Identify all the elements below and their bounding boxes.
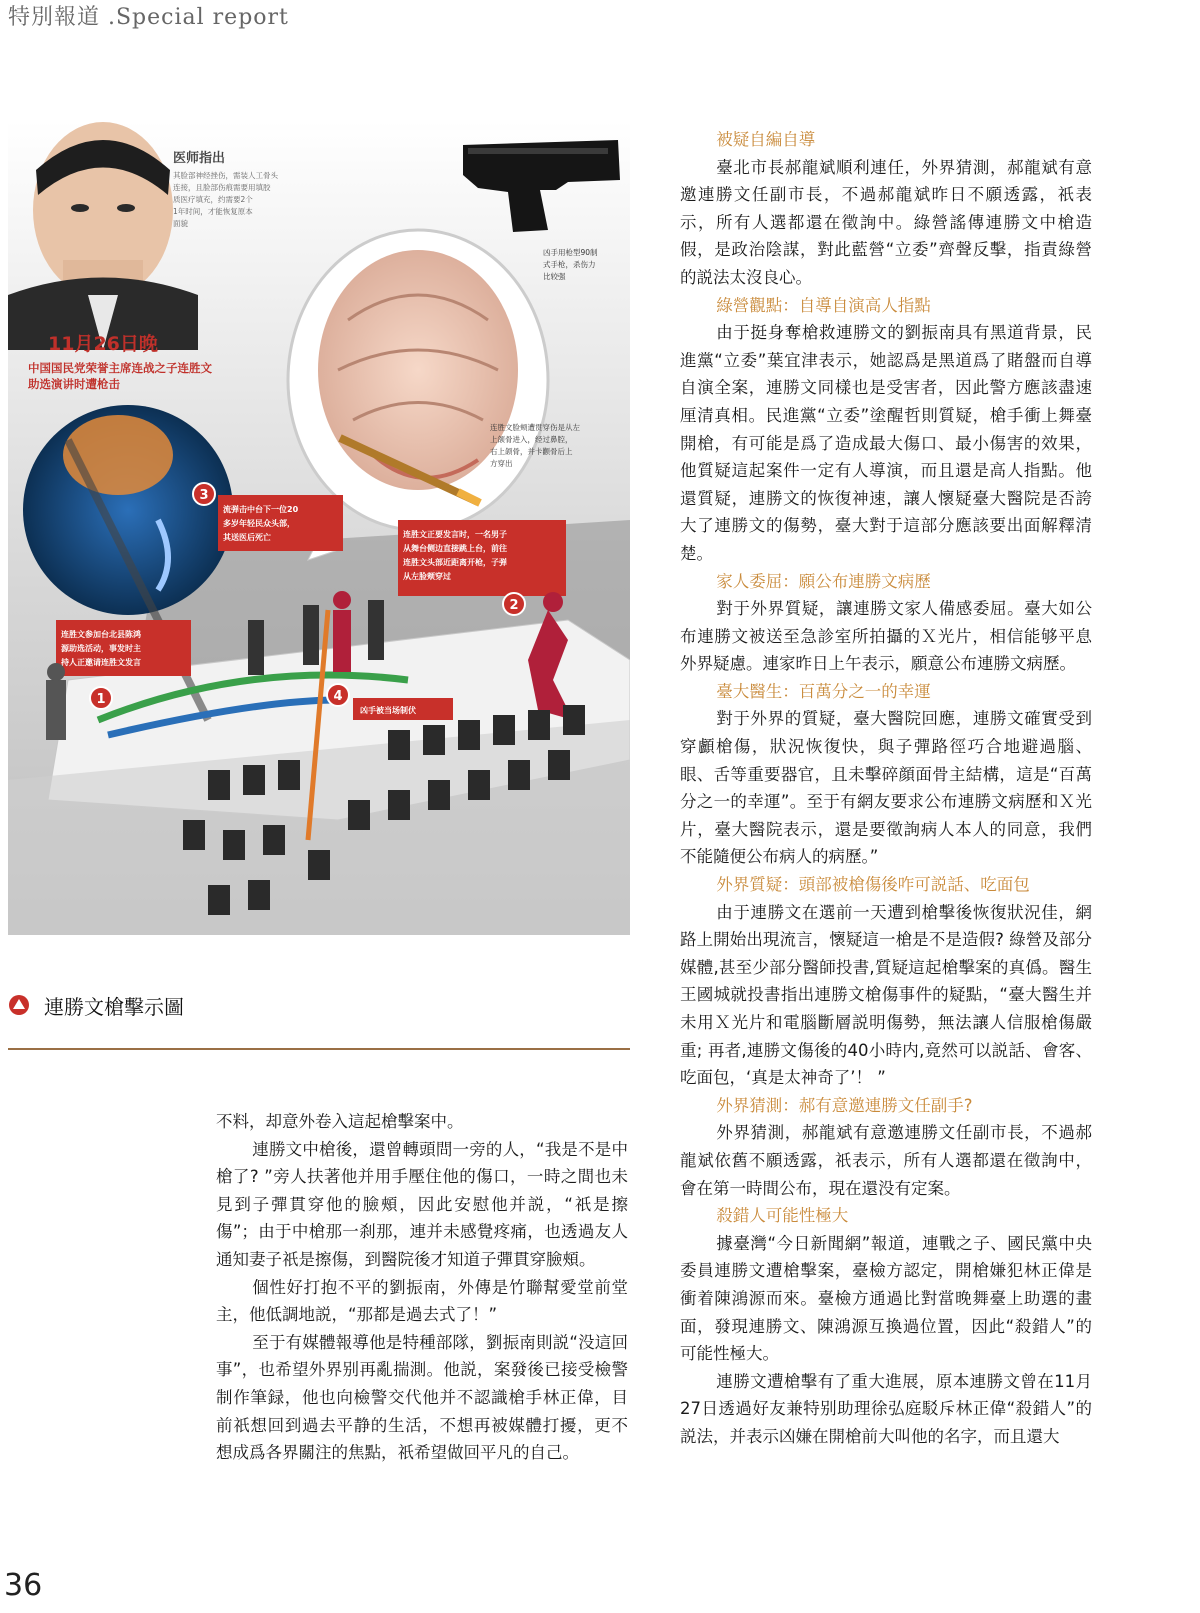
box2-line-2: 从舞台侧边直接跳上台，前往 (403, 544, 507, 553)
figure-caption-text: 連勝文槍擊示圖 (44, 994, 184, 1019)
box2-line-3: 连胜文头部近距离开枪，子弹 (403, 558, 507, 567)
body-paragraph: 不料，却意外卷入這起槍擊案中。 (216, 1112, 464, 1131)
doctor-line-4: 1年时间，才能恢复原本 (173, 207, 253, 216)
svg-text:4: 4 (333, 689, 343, 704)
caption-divider (8, 1048, 630, 1050)
marker-2 (503, 593, 525, 615)
body-paragraph: 至于有媒體報導他是特種部隊，劉振南則説“没這回事”，也希望外界别再亂揣測。他説，案發後已接受檢警制作筆録，他也向檢警交代他并不認識槍手林正偉，目前祇想回到過去平静的生活，不想再被媒體打擾，更不想成爲各界關注的焦點，祇希望做回平凡的自己。 (216, 1332, 628, 1463)
gun-note-1: 凶手用枪型90制 (543, 248, 598, 257)
box1-line-3: 持人正邀请连胜文发言 (61, 658, 141, 667)
bullet-note-3: 右上颌骨，并卡颧骨后上 (490, 447, 573, 456)
marker-3 (193, 483, 215, 505)
section-heading: 外界猜測：郝有意邀連勝文任副手? (716, 1095, 973, 1115)
bullet-note-4: 方穿出 (490, 459, 513, 468)
doctor-line-5: 面貌 (173, 219, 188, 228)
body-paragraph: 外界猜測，郝龍斌有意邀連勝文任副市長，不過郝龍斌依舊不願透露，祇表示，所有人選都還在徵詢中，會在第一時間公布，現在還没有定案。 (680, 1123, 1092, 1198)
box2-line-1: 连胜文正要发言时，一名男子 (403, 530, 507, 539)
section-heading: 臺大醫生：百萬分之一的幸運 (716, 681, 931, 701)
svg-text:2: 2 (509, 598, 519, 613)
svg-text:3: 3 (199, 488, 209, 503)
bullet-note-1: 连胜文脸颊遭贯穿伤是从左 (490, 423, 580, 432)
marker-4 (327, 684, 349, 706)
body-paragraph: 據臺灣“今日新聞網”報道，連戰之子、國民黨中央委員連勝文遭槍擊案，臺檢方認定，開槍嫌犯林正偉是衝着陳鴻源而來。臺檢方通過比對當晚舞臺上助選的畫面，發現連勝文、陳鴻源互換過位置，因此“殺錯人”的可能性極大。 (680, 1233, 1092, 1364)
doctor-line-1: 其脸部神经挫伤，需装人工骨头 (173, 171, 278, 180)
shooting-infographic (8, 120, 630, 935)
box4-line-1: 凶手被当场制伏 (360, 706, 416, 715)
body-paragraph: 對于外界的質疑，臺大醫院回應，連勝文確實受到穿顱槍傷，狀況恢復快，與子彈路徑巧合地避過腦、眼、舌等重要器官，且未擊碎顔面骨主結構，這是“百萬分之一的幸運”。至于有網友要求公布連勝文病歷和Ｘ光片，臺大醫院表示，還是要徵詢病人本人的同意，我們不能隨便公布病人的病歷。” (680, 709, 1092, 867)
marker-1 (90, 687, 112, 709)
body-paragraph: 對于外界質疑，讓連勝文家人備感委屈。臺大如公布連勝文被送至急診室所拍攝的Ｘ光片，相信能够平息外界疑慮。連家昨日上午表示，願意公布連勝文病歷。 (680, 599, 1092, 674)
date-label: 11月26日晚 (48, 333, 158, 355)
section-heading: 被疑自編自導 (716, 130, 816, 149)
box1-line-1: 连胜文参加台北县陈鸿 (61, 630, 141, 639)
body-paragraph: 連勝文中槍後，還曾轉頭問一旁的人，“我是不是中槍了? ”旁人扶著他并用手壓住他的傷口，一時之間也未見到子彈貫穿他的臉頰，因此安慰他并説，“祇是擦傷”；由于中槍那一刹那，連并未感覺疼痛，也透過友人通知妻子祇是擦傷，到醫院後才知道子彈貫穿臉頰。 (216, 1139, 628, 1269)
bullet-note-2: 上颌骨进入，经过鼻腔， (490, 435, 573, 444)
left-text-column (216, 1108, 628, 1467)
box2-line-4: 从左脸颊穿过 (403, 572, 451, 581)
doctor-line-3: 质医疗填充，约需要2个 (173, 195, 253, 204)
triangle-bullet-icon (8, 994, 30, 1016)
infographic-illustration (8, 120, 630, 935)
body-paragraph: 由于連勝文在選前一天遭到槍擊後恢復狀況佳，網路上開始出現流言，懷疑這一槍是不是造假? 綠營及部分媒體,甚至少部分醫師投書,質疑這起槍擊案的真僞。醫生王國城就投書指出連勝文槍傷事件的疑點，“臺大醫生并未用Ｘ光片和電腦斷層説明傷勢，無法讓人信服槍傷嚴重; 再者,連勝文傷後的40小時内,竟然可以説話、會客、吃面包，‘真是太神奇了’！ ” (680, 902, 1092, 1088)
box3-line-2: 多岁年轻民众头部， (223, 519, 295, 528)
box3-line-1: 流弹击中台下一位20 (223, 505, 299, 514)
subtitle-line-2: 助选演讲时遭枪击 (28, 377, 120, 391)
section-heading: 外界質疑：頭部被槍傷後咋可説話、吃面包 (716, 875, 1030, 895)
section-heading: 綠營觀點：自導自演高人指點 (716, 295, 931, 315)
right-text-column (680, 126, 1092, 1451)
section-heading: 家人委屈：願公布連勝文病歷 (716, 571, 931, 591)
section-heading: 殺錯人可能性極大 (716, 1206, 849, 1226)
gun-note-3: 比较强 (543, 272, 566, 281)
figure-caption (8, 990, 630, 1020)
svg-text:1: 1 (96, 692, 106, 707)
body-paragraph: 個性好打抱不平的劉振南，外傳是竹聯幫愛堂前堂主，他低調地説，“那都是過去式了！” (216, 1277, 628, 1325)
gun-note-2: 式手枪，杀伤力 (543, 260, 596, 269)
body-paragraph: 連勝文遭槍擊有了重大進展，原本連勝文曾在11月27日透過好友兼特别助理徐弘庭駁斥林正偉“殺錯人”的説法，并表示凶嫌在開槍前大叫他的名字，而且還大 (680, 1371, 1092, 1446)
subtitle-line-1: 中国国民党荣誉主席连战之子连胜文 (28, 361, 212, 375)
page-number: 36 (4, 1568, 43, 1603)
page-header: 特別報道 .Special report (8, 5, 289, 30)
box3-line-3: 其送医后死亡 (223, 533, 271, 542)
doctor-line-2: 连接，且脸部伤痕需要用填胶 (173, 183, 271, 192)
body-paragraph: 臺北市長郝龍斌順利連任，外界猜測，郝龍斌有意邀連勝文任副市長，不過郝龍斌昨日不願透露，祇表示，所有人選都還在徵詢中。綠營謠傳連勝文中槍造假，是政治陰謀，對此藍營“立委”齊聲反擊，指責綠營的説法太沒良心。 (680, 157, 1092, 287)
body-paragraph: 由于挺身奪槍救連勝文的劉振南具有黑道背景，民進黨“立委”葉宜津表示，她認爲是黑道爲了賭盤而自導自演全案，連勝文同樣也是受害者，因此警方應該盡速厘清真相。民進黨“立委”塗醒哲則質疑，槍手衝上舞臺開槍，有可能是爲了造成最大傷口、最小傷害的效果，他質疑這起案件一定有人導演，而且還是高人指點。他還質疑，連勝文的恢復神速，讓人懷疑臺大醫院是否誇大了連勝文的傷勢，臺大對于這部分應該要出面解釋清楚。 (680, 323, 1092, 563)
doctor-title: 医师指出 (173, 151, 226, 166)
box1-line-2: 源助选活动，事发时主 (61, 644, 141, 653)
